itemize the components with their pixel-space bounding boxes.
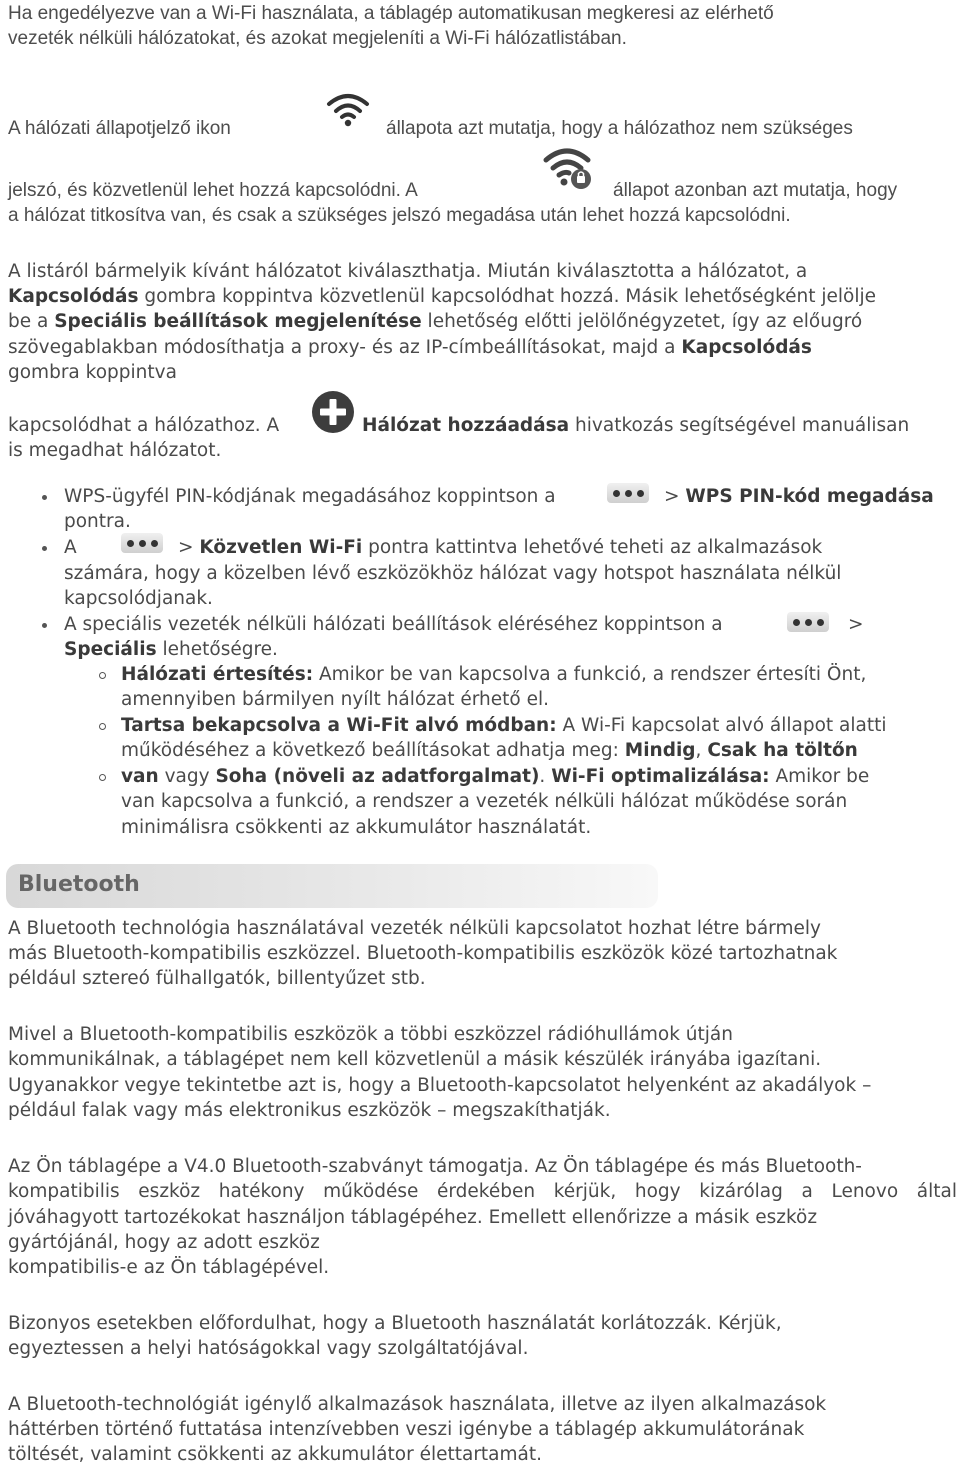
bullet-marker — [42, 623, 47, 628]
paragraph-line: A Bluetooth technológia használatával vezeték nélküli kapcsolatot hozhat létre bármely — [8, 918, 821, 939]
paragraph-line: gombra koppintva — [8, 362, 177, 383]
paragraph-line: Hálózat hozzáadása hivatkozás segítségével manuálisan — [362, 415, 910, 436]
paragraph-line: kompatibilis-e az Ön táblagépével. — [8, 1257, 330, 1278]
advanced-settings-label: Speciális beállítások megjelenítése — [54, 311, 422, 332]
status-text: állapot azonban azt mutatja, hogy — [613, 180, 898, 201]
bullet-marker — [42, 495, 47, 500]
wps-pin-label: WPS PIN-kód megadása — [685, 486, 934, 507]
menu-dots-icon — [121, 533, 163, 553]
list-item-text: > — [848, 614, 864, 635]
sub-list-item-text: minimálisra csökkenti az akkumulátor használatát. — [121, 817, 592, 838]
sub-list-item-text: van vagy Soha (növeli az adatforgalmat). Wi-Fi optimalizálása: Amikor be — [121, 766, 870, 787]
connect-label: Kapcsolódás — [681, 337, 812, 358]
paragraph-line: jóváhagyott tartozékokat használjon táblagépéhez. Emellett ellenőrizze a másik eszköz — [8, 1207, 818, 1228]
wifi-direct-label: Közvetlen Wi-Fi — [199, 537, 363, 558]
paragraph-line: kommunikálnak, a táblagépet nem kell közvetlenül a másik készülék irányába igazítani. — [8, 1049, 822, 1070]
list-item-text: A — [64, 537, 77, 558]
list-item-text: számára, hogy a közelben lévő eszközökhöz hálózat vagy hotspot használata nélkül — [64, 563, 842, 584]
paragraph-line: töltését, valamint csökkenti az akkumulátor élettartamát. — [8, 1444, 543, 1465]
wifi-secured-icon — [543, 146, 593, 190]
paragraph-line: szövegablakban módosíthatja a proxy- és az IP-címbeállításokat, majd a Kapcsolódás — [8, 337, 812, 358]
section-title: Bluetooth — [18, 872, 140, 897]
wifi-open-icon — [326, 92, 370, 128]
paragraph-line: Mivel a Bluetooth-kompatibilis eszközök a többi eszközzel rádióhullámok útján — [8, 1024, 733, 1045]
status-text: A hálózati állapotjelző ikon — [8, 118, 231, 139]
sub-list-item-text: van kapcsolva a funkció, a rendszer a vezeték nélküli hálózat működése során — [121, 791, 848, 812]
paragraph-line: háttérben történő futtatása intenzívebben veszi igénybe a táblagép akkumulátorának — [8, 1419, 805, 1440]
paragraph-line: kapcsolódhat a hálózathoz. A — [8, 415, 280, 436]
list-item-text: WPS-ügyfél PIN-kódjának megadásához koppintson a — [64, 486, 556, 507]
list-item-text: pontra. — [64, 511, 131, 532]
sub-list-item-text: Hálózati értesítés: Amikor be van kapcsolva a funkció, a rendszer értesíti Önt, — [121, 664, 867, 685]
paragraph-line: más Bluetooth-kompatibilis eszközzel. Bluetooth-kompatibilis eszközök közé tartozhatnak — [8, 943, 838, 964]
list-item-text: > Közvetlen Wi-Fi pontra kattintva lehetővé teheti az alkalmazások — [178, 537, 823, 558]
status-text: állapota azt mutatja, hogy a hálózathoz nem szükséges — [386, 118, 853, 139]
sub-bullet-marker — [99, 723, 106, 730]
paragraph-line: egyeztessen a helyi hatóságokkal vagy szolgáltatójával. — [8, 1338, 529, 1359]
paragraph-line: Az Ön táblagépe a V4.0 Bluetooth-szabványt támogatja. Az Ön táblagépe és más Bluetooth- — [8, 1156, 862, 1177]
paragraph-line: gyártójánál, hogy az adott eszköz — [8, 1232, 320, 1253]
paragraph-line: A listáról bármelyik kívánt hálózatot kiválaszthatja. Miután kiválasztotta a hálózatot, a — [8, 261, 808, 282]
list-item-text: A speciális vezeték nélküli hálózati beállítások eléréséhez koppintson a — [64, 614, 723, 635]
status-text: jelszó, és közvetlenül lehet hozzá kapcsolódni. A — [8, 180, 418, 201]
paragraph-line: A Bluetooth-technológiát igénylő alkalmazások használata, illetve az ilyen alkalmazások — [8, 1394, 827, 1415]
paragraph-line: is megadhat hálózatot. — [8, 440, 222, 461]
advanced-label: Speciális — [64, 639, 157, 660]
connect-label: Kapcsolódás — [8, 286, 139, 307]
paragraph-line: Kapcsolódás gombra koppintva közvetlenül kapcsolódhat hozzá. Másik lehetőségként jelölje — [8, 286, 877, 307]
paragraph-line: Ugyanakkor vegye tekintetbe azt is, hogy a Bluetooth-kapcsolatot helyenként az akadályok – — [8, 1075, 872, 1096]
paragraph-line: be a Speciális beállítások megjelenítése lehetőség előtti jelölőnégyzetet, így az előugró — [8, 311, 863, 332]
sub-list-item-text: amennyiben bármilyen nyílt hálózat érhető el. — [121, 689, 550, 710]
add-icon — [310, 389, 356, 435]
menu-dots-icon — [787, 612, 829, 632]
bullet-marker — [42, 546, 47, 551]
list-item-text: kapcsolódjanak. — [64, 588, 213, 609]
sub-list-item-text: működéséhez a következő beállításokat adhatja meg: Mindig, Csak ha töltőn — [121, 740, 858, 761]
wifi-intro-line: Ha engedélyezve van a Wi-Fi használata, a táblagép automatikusan megkeresi az elérhető — [8, 3, 774, 24]
status-text: a hálózat titkosítva van, és csak a szükséges jelszó megadása után lehet hozzá kapcsolódni. — [8, 205, 791, 226]
paragraph-line: Bizonyos esetekben előfordulhat, hogy a Bluetooth használatát korlátozzák. Kérjük, — [8, 1313, 782, 1334]
paragraph-line-justified: kompatibilis eszköz hatékony működése érdekében kérjük, hogy kizárólag a Lenovo által — [8, 1181, 957, 1202]
sub-bullet-marker — [99, 672, 106, 679]
paragraph-line: például sztereó fülhallgatók, billentyűzet stb. — [8, 968, 426, 989]
menu-dots-icon — [607, 483, 649, 503]
list-item-text: > WPS PIN-kód megadása — [664, 486, 934, 507]
paragraph-line: például falak vagy más elektronikus eszközök – megszakíthatják. — [8, 1100, 611, 1121]
list-item-text: Speciális lehetőségre. — [64, 639, 278, 660]
sub-bullet-marker — [99, 774, 106, 781]
sub-list-item-text: Tartsa bekapcsolva a Wi-Fit alvó módban: A Wi-Fi kapcsolat alvó állapot alatti — [121, 715, 887, 736]
wifi-intro-line: vezeték nélküli hálózatokat, és azokat megjeleníti a Wi-Fi hálózatlistában. — [8, 28, 627, 49]
add-network-label: Hálózat hozzáadása — [362, 415, 570, 436]
